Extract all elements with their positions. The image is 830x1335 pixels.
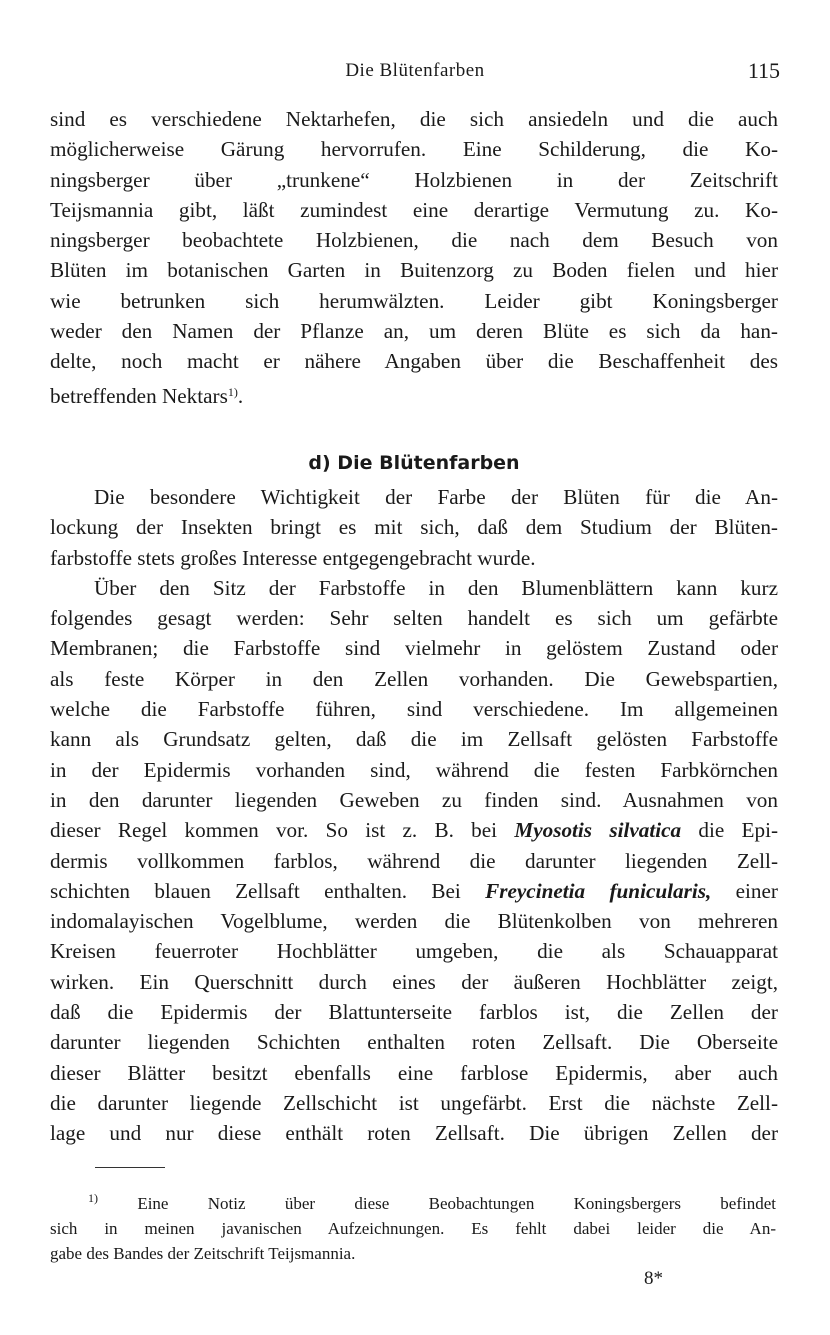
text-segment: dieser Regel kommen vor. So ist z. B. bei (50, 818, 498, 843)
section-heading: d) Die Blütenfarben (308, 452, 520, 474)
text-line: Die besondere Wichtigkeit der Farbe der Blüten für die An- (94, 485, 778, 509)
text-line: dieser Blätter besitzt ebenfalls eine farblose Epidermis, aber auch (50, 1060, 778, 1085)
text-line: Membranen; die Farbstoffe sind vielmehr in gelöstem Zustand oder (50, 636, 778, 661)
signature-mark: 8* (644, 1268, 663, 1289)
text-line: wirken. Ein Querschnitt durch eines der äußeren Hochblätter zeigt, (50, 969, 778, 994)
punctuation: . (237, 383, 244, 408)
text-line: Über den Sitz der Farbstoffe in den Blumenblättern kann kurz (94, 575, 778, 600)
text-line: wie betrunken sich herumwälzten. Leider gibt Koningsberger (50, 288, 778, 313)
text-line: Kreisen feuerroter Hochblätter umgeben, die als Schauapparat (50, 939, 778, 964)
footnote-line (50, 1186, 776, 1216)
text-line: weder den Namen der Pflanze an, um deren Blüte es sich da han- (50, 319, 778, 344)
text-line-myosotis (50, 815, 778, 845)
text-segment: Eine Notiz über diese Beobachtungen Koningsbergers befindet (137, 1194, 776, 1213)
footnote-divider (95, 1167, 165, 1168)
species-name: Myosotis silvatica (514, 818, 682, 843)
text-line: dermis vollkommen farblos, während die darunter liegenden Zell- (50, 848, 778, 873)
text-line: lockung der Insekten bringt es mit sich, daß dem Studium der Blüten- (50, 515, 778, 540)
section-body (50, 482, 778, 1149)
paragraph-nektarhefen (50, 104, 778, 407)
text-line: ningsberger beobachtete Holzbienen, die nach dem Besuch von (50, 228, 778, 253)
text-line: darunter liegenden Schichten enthalten roten Zellsaft. Die Oberseite (50, 1030, 778, 1055)
running-title: Die Blütenfarben (345, 60, 485, 81)
text-line: in der Epidermis vorhanden sind, während die festen Farbkörnchen (50, 757, 778, 782)
footnote-reference: 1) (227, 384, 238, 399)
text-segment: schichten blauen Zellsaft enthalten. Bei (50, 878, 461, 903)
page-header (50, 60, 780, 90)
footnote-line: gabe des Bandes der Zeitschrift Teijsmannia. (50, 1244, 356, 1263)
text-line: möglicherweise Gärung hervorrufen. Eine Schilderung, die Ko- (50, 137, 778, 162)
text-line: Teijsmannia gibt, läßt zumindest eine derartige Vermutung zu. Ko- (50, 197, 778, 222)
text-line: daß die Epidermis der Blattunterseite farblos ist, die Zellen der (50, 1000, 778, 1025)
text-line: delte, noch macht er nähere Angaben über die Beschaffenheit des (50, 349, 778, 374)
text-line: welche die Farbstoffe führen, sind verschiedene. Im allgemeinen (50, 697, 778, 722)
text-line: indomalayischen Vogelblume, werden die Blütenkolben von mehreren (50, 909, 778, 934)
text-segment: die Epi- (698, 818, 779, 843)
text-line: in den darunter liegenden Geweben zu finden sind. Ausnahmen von (50, 787, 778, 812)
text-segment: betreffenden Nektars (50, 383, 228, 408)
page-number: 115 (747, 58, 780, 83)
text-line: folgendes gesagt werden: Sehr selten handelt es sich um gefärbte (50, 606, 778, 631)
text-line: als feste Körper in den Zellen vorhanden. Die Gewebspartien, (50, 666, 778, 691)
text-line: ningsberger über „trunkene“ Holzbienen in der Zeitschrift (50, 167, 778, 192)
footnote-line: sich in meinen javanischen Aufzeichnungen. Es fehlt dabei leider die An- (50, 1219, 776, 1238)
text-line-last (50, 377, 778, 407)
species-name: Freycinetia funicularis, (485, 878, 712, 903)
text-line-freycinetia (50, 876, 778, 906)
text-line: sind es verschiedene Nektarhefen, die sich ansiedeln und die auch (50, 107, 778, 131)
footnote-marker: 1) (88, 1191, 98, 1205)
text-line: die darunter liegende Zellschicht ist ungefärbt. Erst die nächste Zell- (50, 1090, 778, 1115)
text-line: farbstoffe stets großes Interesse entgegengebracht wurde. (50, 545, 536, 570)
text-line: lage und nur diese enthält roten Zellsaft. Die übrigen Zellen der (50, 1121, 778, 1146)
text-segment: einer (735, 878, 778, 903)
text-line: kann als Grundsatz gelten, daß die im Zellsaft gelösten Farbstoffe (50, 727, 778, 752)
text-line: Blüten im botanischen Garten in Buitenzorg zu Boden fielen und hier (50, 258, 778, 283)
footnote (50, 1186, 776, 1266)
